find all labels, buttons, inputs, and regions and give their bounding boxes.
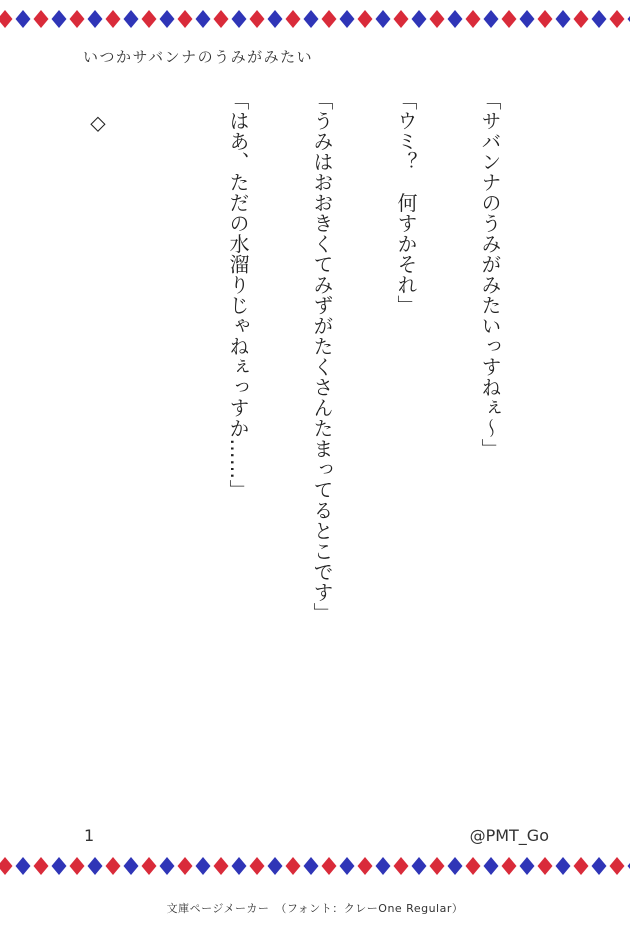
diamond-icon [88, 10, 103, 28]
diamond-icon [160, 857, 175, 875]
diamond-icon [34, 10, 49, 28]
diamond-icon [538, 10, 553, 28]
diamond-icon [376, 10, 391, 28]
diamond-icon [412, 857, 427, 875]
diamond-icon [250, 857, 265, 875]
diamond-icon [124, 10, 139, 28]
diamond-icon [340, 10, 355, 28]
diamond-icon [610, 857, 625, 875]
diamond-icon [574, 10, 589, 28]
diamond-icon [448, 10, 463, 28]
diamond-icon [574, 857, 589, 875]
diamond-icon [52, 10, 67, 28]
diamond-icon [376, 857, 391, 875]
footer-credit: 文庫ページメーカー （フォント：クレーOne Regular） [166, 902, 464, 915]
diamond-icon [70, 10, 85, 28]
diamond-icon [394, 10, 409, 28]
diamond-icon [286, 10, 301, 28]
author-handle: @PMT_Go [469, 826, 549, 845]
diamond-icon [214, 857, 229, 875]
text-line: 「うみはおおきくてみずがたくさんたまってるとこです」 [310, 90, 334, 623]
diamond-icon [0, 10, 13, 28]
diamond-icon [358, 857, 373, 875]
diamond-icon [52, 857, 67, 875]
diamond-icon [196, 10, 211, 28]
diamond-icon [340, 857, 355, 875]
diamond-icon [0, 857, 13, 875]
diamond-icon [34, 857, 49, 875]
diamond-icon [484, 10, 499, 28]
diamond-icon [520, 857, 535, 875]
decorative-border-bottom [0, 856, 630, 876]
diamond-icon [232, 10, 247, 28]
diamond-icon [592, 857, 607, 875]
diamond-icon [178, 857, 193, 875]
diamond-icon [430, 10, 445, 28]
diamond-icon [214, 10, 229, 28]
text-line: 「はあ、ただの水溜りじゃねぇっすか……」 [226, 90, 250, 500]
diamond-icon [592, 10, 607, 28]
diamond-icon [556, 10, 571, 28]
diamond-icon [286, 857, 301, 875]
text-line: 「ウミ？ 何すかそれ」 [394, 90, 418, 316]
diamond-icon [196, 857, 211, 875]
diamond-icon [556, 857, 571, 875]
diamond-icon [268, 857, 283, 875]
diamond-icon [466, 857, 481, 875]
diamond-icon [502, 857, 517, 875]
diamond-icon [124, 857, 139, 875]
diamond-icon [268, 10, 283, 28]
vertical-body-text [0, 90, 560, 818]
diamond-icon [304, 10, 319, 28]
diamond-icon [430, 857, 445, 875]
diamond-icon [16, 857, 31, 875]
section-break-diamond: ◇ [86, 90, 110, 135]
diamond-pattern-bottom [0, 856, 630, 876]
diamond-icon [358, 10, 373, 28]
text-line: 「サバンナのうみがみたいっすねぇ〜」 [478, 90, 502, 459]
diamond-icon [250, 10, 265, 28]
diamond-icon [106, 10, 121, 28]
diamond-icon [142, 10, 157, 28]
diamond-icon [610, 10, 625, 28]
diamond-icon [304, 857, 319, 875]
diamond-icon [412, 10, 427, 28]
diamond-icon [232, 857, 247, 875]
diamond-icon [88, 857, 103, 875]
diamond-icon [142, 857, 157, 875]
diamond-pattern-top [0, 9, 630, 29]
diamond-icon [394, 857, 409, 875]
diamond-icon [448, 857, 463, 875]
page-header-title: いつかサバンナのうみがみたい [83, 48, 314, 66]
diamond-icon [178, 10, 193, 28]
diamond-icon [520, 10, 535, 28]
diamond-icon [322, 10, 337, 28]
page-number: 1 [84, 826, 95, 845]
diamond-icon [538, 857, 553, 875]
diamond-icon [484, 857, 499, 875]
diamond-icon [16, 10, 31, 28]
diamond-icon [106, 857, 121, 875]
diamond-icon [160, 10, 175, 28]
diamond-icon [466, 10, 481, 28]
decorative-border-top [0, 9, 630, 29]
diamond-icon [70, 857, 85, 875]
diamond-icon [502, 10, 517, 28]
diamond-icon [322, 857, 337, 875]
